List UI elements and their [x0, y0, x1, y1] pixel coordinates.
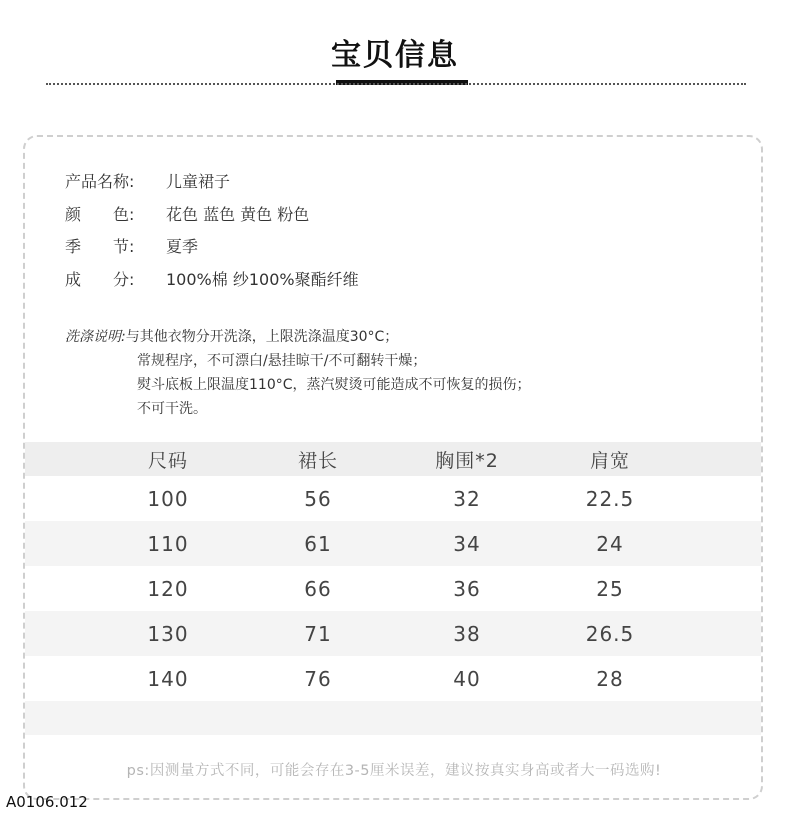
page-title: 宝贝信息 [331, 38, 459, 73]
table-cell: 32 [453, 486, 481, 511]
table-header-cell: 裙长 [297, 449, 338, 472]
table-cell: 76 [304, 666, 332, 691]
info-label: 颜 色: [65, 204, 135, 224]
info-value: 夏季 [166, 236, 199, 256]
product-info-card [23, 135, 763, 800]
info-label: 成 分: [65, 269, 135, 289]
table-cell: 26.5 [585, 621, 635, 646]
table-cell: 28 [596, 666, 624, 691]
measurement-note: ps:因测量方式不同，可能会存在3-5厘米误差，建议按真实身高或者大一码选购! [126, 763, 662, 779]
dotted-divider [46, 83, 746, 85]
wash-line: 熨斗底板上限温度110°C，蒸汽熨烫可能造成不可恢复的损伤； [137, 377, 531, 393]
table-header-row [25, 442, 763, 476]
table-row [25, 476, 763, 521]
info-value: 花色 蓝色 黄色 粉色 [166, 204, 310, 224]
table-cell: 66 [304, 576, 332, 601]
table-cell: 140 [147, 666, 189, 691]
info-row-name [65, 169, 230, 191]
table-cell: 110 [147, 531, 189, 556]
info-value: 100%棉 纱100%聚酯纤维 [166, 269, 359, 289]
product-sku: A0106.012 [6, 793, 88, 811]
wash-label: 洗涤说明: [65, 329, 126, 345]
table-cell: 25 [596, 576, 624, 601]
table-cell: 100 [147, 486, 189, 511]
table-header-cell: 肩宽 [589, 449, 630, 472]
table-cell: 34 [453, 531, 481, 556]
info-value: 儿童裙子 [166, 171, 231, 191]
info-row-season [65, 234, 198, 256]
table-row [25, 521, 763, 566]
wash-line: 与其他衣物分开洗涤，上限洗涤温度30°C； [125, 329, 399, 345]
table-cell: 36 [453, 576, 481, 601]
table-cell: 71 [304, 621, 332, 646]
table-cell: 130 [147, 621, 189, 646]
size-table [25, 442, 763, 735]
table-cell: 24 [596, 531, 624, 556]
table-row [25, 611, 763, 656]
info-row-material [65, 267, 359, 289]
table-row [25, 566, 763, 611]
wash-line: 不可干洗。 [137, 401, 207, 417]
info-row-color [65, 202, 309, 224]
table-cell: 56 [304, 486, 332, 511]
table-cell: 120 [147, 576, 189, 601]
table-footer-spacer [25, 701, 763, 735]
info-label: 产品名称: [65, 171, 135, 191]
wash-instructions [65, 325, 531, 421]
table-row [25, 656, 763, 701]
table-cell: 40 [453, 666, 481, 691]
table-header-cell: 尺码 [147, 449, 188, 472]
wash-line: 常规程序，不可漂白/悬挂晾干/不可翻转干燥； [137, 353, 427, 369]
table-cell: 22.5 [585, 486, 635, 511]
table-cell: 61 [304, 531, 332, 556]
table-cell: 38 [453, 621, 481, 646]
info-label: 季 节: [65, 236, 135, 256]
table-header-cell: 胸围*2 [435, 449, 499, 472]
